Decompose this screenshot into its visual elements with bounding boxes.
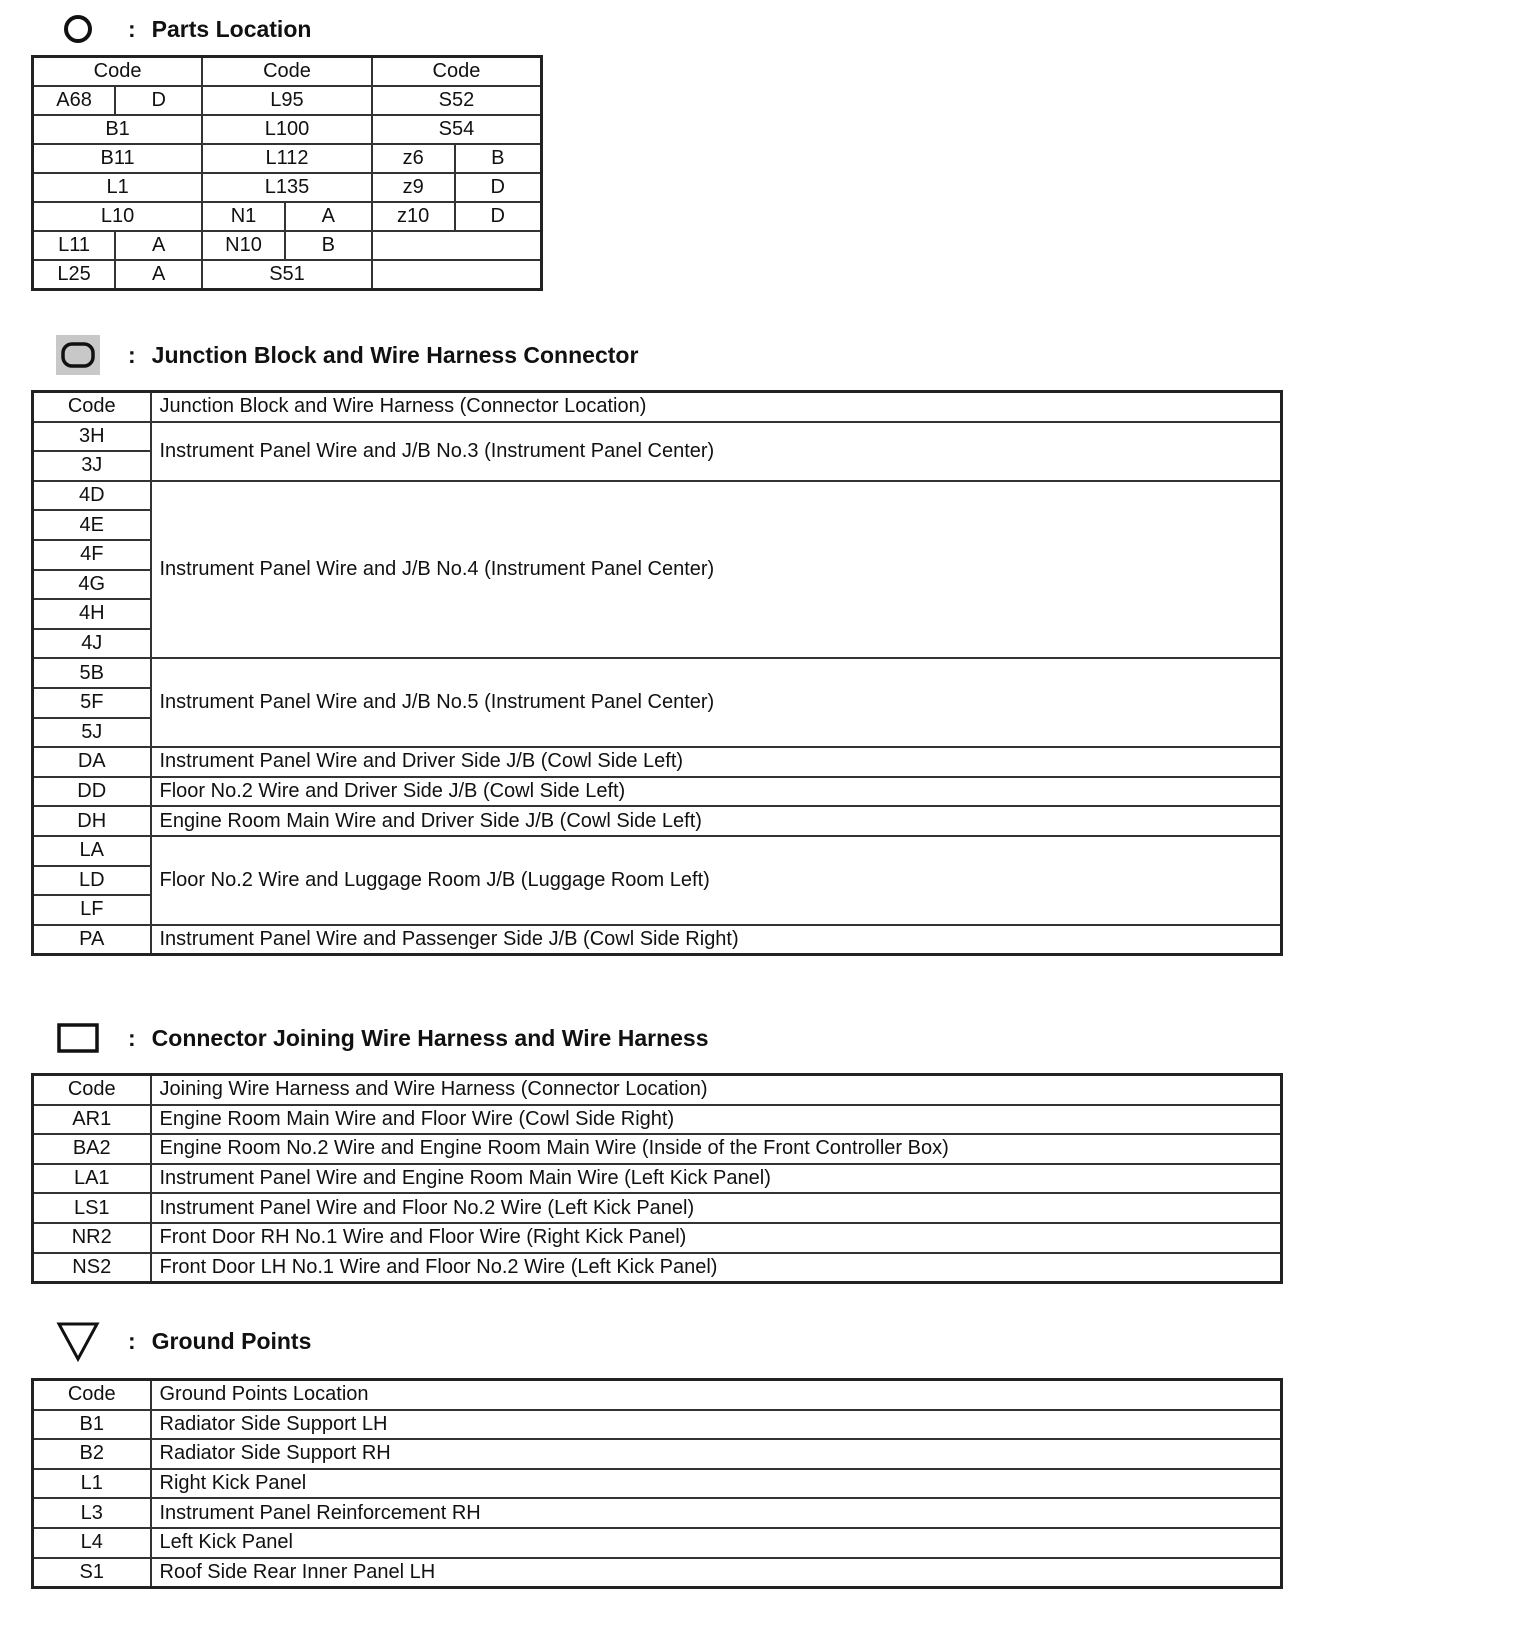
location-cell: Instrument Panel Reinforcement RH xyxy=(151,1498,1282,1528)
column-header: Code xyxy=(202,57,372,87)
column-header: Code xyxy=(33,1075,151,1105)
table-row xyxy=(33,658,1282,688)
code-cell: LS1 xyxy=(33,1193,151,1223)
code-cell: z6 xyxy=(372,144,455,173)
code-cell: AR1 xyxy=(33,1105,151,1135)
circle-icon xyxy=(56,9,100,49)
code-cell: L3 xyxy=(33,1498,151,1528)
empty-cell xyxy=(372,231,542,260)
location-cell: Instrument Panel Wire and J/B No.3 (Instrument Panel Center) xyxy=(151,422,1282,481)
location-cell: Right Kick Panel xyxy=(151,1469,1282,1499)
code-cell: 3H xyxy=(33,422,151,452)
code-cell: LD xyxy=(33,866,151,896)
code-cell: S1 xyxy=(33,1558,151,1588)
code-cell: N10 xyxy=(202,231,285,260)
code-cell: 4H xyxy=(33,599,151,629)
code-cell: 4E xyxy=(33,510,151,540)
code-cell: L100 xyxy=(202,115,372,144)
variant-cell: B xyxy=(285,231,372,260)
location-cell: Instrument Panel Wire and Driver Side J/B (Cowl Side Left) xyxy=(151,747,1282,777)
location-cell: Radiator Side Support RH xyxy=(151,1439,1282,1469)
location-cell: Instrument Panel Wire and J/B No.4 (Instrument Panel Center) xyxy=(151,481,1282,659)
connector-table xyxy=(31,1073,1283,1284)
table-row xyxy=(33,1469,1282,1499)
code-cell: B1 xyxy=(33,1410,151,1440)
table-row xyxy=(33,1134,1282,1164)
rounded-rect-shaded-icon xyxy=(56,335,100,375)
rectangle-icon xyxy=(56,1018,100,1058)
table-row xyxy=(33,1498,1282,1528)
location-cell: Instrument Panel Wire and Engine Room Main Wire (Left Kick Panel) xyxy=(151,1164,1282,1194)
location-cell: Left Kick Panel xyxy=(151,1528,1282,1558)
table-row xyxy=(33,1105,1282,1135)
column-header: Code xyxy=(372,57,542,87)
table-row xyxy=(33,1439,1282,1469)
table-row xyxy=(33,115,542,144)
table-row xyxy=(33,1558,1282,1588)
code-cell: PA xyxy=(33,925,151,955)
empty-cell xyxy=(372,260,542,290)
table-row xyxy=(33,173,542,202)
column-header: Code xyxy=(33,1380,151,1410)
location-cell: Instrument Panel Wire and Floor No.2 Wire (Left Kick Panel) xyxy=(151,1193,1282,1223)
code-cell: DA xyxy=(33,747,151,777)
code-cell: NR2 xyxy=(33,1223,151,1253)
code-cell: BA2 xyxy=(33,1134,151,1164)
table-row xyxy=(33,231,542,260)
code-cell: z10 xyxy=(372,202,455,231)
table-row xyxy=(33,806,1282,836)
table-row xyxy=(33,202,542,231)
ground-points-table xyxy=(31,1378,1283,1589)
table-row xyxy=(33,777,1282,807)
code-cell: 4D xyxy=(33,481,151,511)
code-cell: LA xyxy=(33,836,151,866)
code-cell: 5F xyxy=(33,688,151,718)
table-row xyxy=(33,1253,1282,1283)
code-cell: 4G xyxy=(33,570,151,600)
section-title: Parts Location xyxy=(151,15,312,42)
code-cell: B11 xyxy=(33,144,203,173)
location-cell: Instrument Panel Wire and Passenger Side J/B (Cowl Side Right) xyxy=(151,925,1282,955)
code-cell: L95 xyxy=(202,86,372,115)
table-row xyxy=(33,1528,1282,1558)
location-cell: Floor No.2 Wire and Driver Side J/B (Cowl Side Left) xyxy=(151,777,1282,807)
table-header-row xyxy=(33,1380,1282,1410)
code-cell: B1 xyxy=(33,115,203,144)
section-title: Junction Block and Wire Harness Connector xyxy=(151,341,639,368)
variant-cell: D xyxy=(115,86,202,115)
table-row xyxy=(33,481,1282,511)
section-title: Ground Points xyxy=(151,1327,312,1354)
code-cell: 3J xyxy=(33,451,151,481)
variant-cell: A xyxy=(115,231,202,260)
table-row xyxy=(33,422,1282,452)
code-cell: z9 xyxy=(372,173,455,202)
location-cell: Floor No.2 Wire and Luggage Room J/B (Luggage Room Left) xyxy=(151,836,1282,925)
parts-location-table xyxy=(31,55,543,291)
location-cell: Engine Room No.2 Wire and Engine Room Main Wire (Inside of the Front Controller Box) xyxy=(151,1134,1282,1164)
code-cell: L1 xyxy=(33,173,203,202)
junction-heading: : Junction Block and Wire Harness Connector xyxy=(56,335,638,375)
column-header: Ground Points Location xyxy=(151,1380,1282,1410)
table-row xyxy=(33,1410,1282,1440)
location-cell: Engine Room Main Wire and Floor Wire (Cowl Side Right) xyxy=(151,1105,1282,1135)
code-cell: A68 xyxy=(33,86,116,115)
code-cell: L135 xyxy=(202,173,372,202)
column-header: Joining Wire Harness and Wire Harness (Connector Location) xyxy=(151,1075,1282,1105)
code-cell: L10 xyxy=(33,202,203,231)
ground-heading: : Ground Points xyxy=(56,1321,311,1361)
code-cell: L11 xyxy=(33,231,116,260)
table-row xyxy=(33,260,542,290)
code-cell: L112 xyxy=(202,144,372,173)
variant-cell: B xyxy=(455,144,542,173)
location-cell: Front Door RH No.1 Wire and Floor Wire (Right Kick Panel) xyxy=(151,1223,1282,1253)
variant-cell: D xyxy=(455,202,542,231)
code-cell: 5J xyxy=(33,718,151,748)
code-cell: DD xyxy=(33,777,151,807)
column-header: Code xyxy=(33,57,203,87)
code-cell: S52 xyxy=(372,86,542,115)
table-row xyxy=(33,1193,1282,1223)
code-cell: B2 xyxy=(33,1439,151,1469)
code-cell: N1 xyxy=(202,202,285,231)
table-row xyxy=(33,836,1282,866)
code-cell: L1 xyxy=(33,1469,151,1499)
variant-cell: A xyxy=(115,260,202,290)
variant-cell: A xyxy=(285,202,372,231)
table-row xyxy=(33,86,542,115)
code-cell: 4J xyxy=(33,629,151,659)
code-cell: LA1 xyxy=(33,1164,151,1194)
table-row xyxy=(33,747,1282,777)
column-header: Junction Block and Wire Harness (Connector Location) xyxy=(151,392,1282,422)
code-cell: S51 xyxy=(202,260,372,290)
location-cell: Front Door LH No.1 Wire and Floor No.2 Wire (Left Kick Panel) xyxy=(151,1253,1282,1283)
code-cell: L4 xyxy=(33,1528,151,1558)
table-header-row xyxy=(33,57,542,87)
junction-table xyxy=(31,390,1283,956)
code-cell: 4F xyxy=(33,540,151,570)
code-cell: NS2 xyxy=(33,1253,151,1283)
location-cell: Radiator Side Support LH xyxy=(151,1410,1282,1440)
code-cell: S54 xyxy=(372,115,542,144)
variant-cell: D xyxy=(455,173,542,202)
location-cell: Instrument Panel Wire and J/B No.5 (Instrument Panel Center) xyxy=(151,658,1282,747)
location-cell: Roof Side Rear Inner Panel LH xyxy=(151,1558,1282,1588)
code-cell: 5B xyxy=(33,658,151,688)
parts-location-heading: : Parts Location xyxy=(56,9,311,49)
section-title: Connector Joining Wire Harness and Wire Harness xyxy=(151,1024,709,1051)
table-row xyxy=(33,144,542,173)
connector-heading: : Connector Joining Wire Harness and Wire Harness xyxy=(56,1018,709,1058)
table-header-row xyxy=(33,1075,1282,1105)
column-header: Code xyxy=(33,392,151,422)
code-cell: LF xyxy=(33,895,151,925)
table-row xyxy=(33,1223,1282,1253)
location-cell: Engine Room Main Wire and Driver Side J/B (Cowl Side Left) xyxy=(151,806,1282,836)
triangle-down-icon xyxy=(56,1321,100,1361)
table-row xyxy=(33,1164,1282,1194)
code-cell: L25 xyxy=(33,260,116,290)
code-cell: DH xyxy=(33,806,151,836)
table-row xyxy=(33,925,1282,955)
table-header-row xyxy=(33,392,1282,422)
